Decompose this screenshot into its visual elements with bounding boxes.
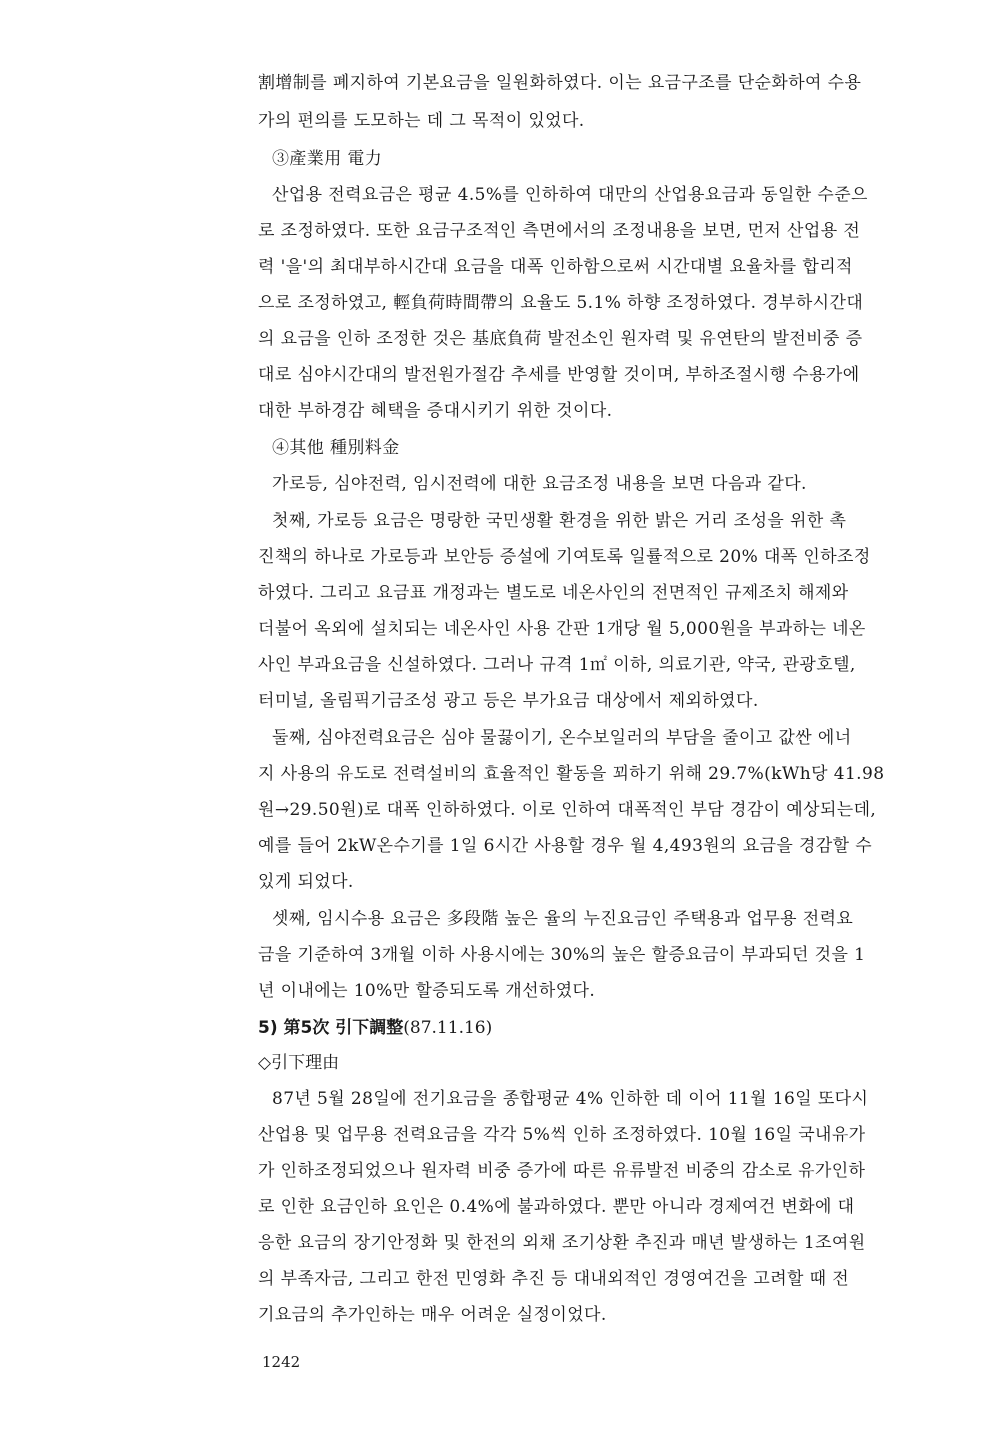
body-line: 산업용 및 업무용 전력요금을 각각 5%씩 인하 조정하였다. 10월 16일 국내유가 [258, 1125, 866, 1145]
body-line: 대로 심야시간대의 발전원가절감 추세를 반영할 것이며, 부하조절시행 수용가에 [258, 365, 860, 385]
body-line: 예를 들어 2kW온수기를 1일 6시간 사용할 경우 월 4,493원의 요금을 경감할 수 [258, 836, 873, 856]
body-line: 원→29.50원)로 대폭 인하하였다. 이로 인하여 대폭적인 부담 경감이 예상되는데, [258, 800, 877, 820]
body-line: 력 '을'의 최대부하시간대 요금을 대폭 인하함으로써 시간대별 요율차를 합리적 [258, 257, 853, 277]
body-line: 가 인하조정되었으나 원자력 비중 증가에 따른 유류발전 비중의 감소로 유가인하 [258, 1161, 866, 1181]
body-line: 로 조정하였다. 또한 요금구조적인 측면에서의 조정내용을 보면, 먼저 산업용 전 [258, 221, 861, 241]
body-line: 셋째, 임시수용 요금은 多段階 높은 율의 누진요금인 주택용과 업무용 전력요 [272, 909, 854, 929]
body-line: 割增制를 폐지하여 기본요금을 일원화하였다. 이는 요금구조를 단순화하여 수용 [258, 73, 862, 93]
body-line: 둘째, 심야전력요금은 심야 물끓이기, 온수보일러의 부담을 줄이고 값싼 에너 [272, 728, 852, 748]
body-line: 의 요금을 인하 조정한 것은 基底負荷 발전소인 원자력 및 유연탄의 발전비중 증 [258, 329, 863, 349]
subsection-heading-industrial-power: ③產業用 電力 [272, 149, 383, 169]
page-number: 1242 [262, 1353, 301, 1371]
body-line: 첫째, 가로등 요금은 명랑한 국민생활 환경을 위한 밝은 거리 조성을 위한 촉 [272, 511, 847, 531]
body-line: 가의 편의를 도모하는 데 그 목적이 있었다. [258, 111, 585, 131]
body-line: 산업용 전력요금은 평균 4.5%를 인하하여 대만의 산업용요금과 동일한 수준으 [272, 185, 868, 205]
body-line: 의 부족자금, 그리고 한전 민영화 추진 등 대내외적인 경영여건을 고려할 때 전 [258, 1269, 850, 1289]
body-line: 기요금의 추가인하는 매우 어려운 실정이었다. [258, 1305, 607, 1325]
body-line: 으로 조정하였고, 輕負荷時間帶의 요율도 5.1% 하향 조정하였다. 경부하시간대 [258, 293, 864, 313]
subsection-heading-other-rates: ④其他 種別料金 [272, 438, 400, 458]
body-line: 더불어 옥외에 설치되는 네온사인 사용 간판 1개당 월 5,000원을 부과하는 네온 [258, 619, 866, 639]
body-line: 하였다. 그리고 요금표 개정과는 별도로 네온사인의 전면적인 규제조치 해제와 [258, 583, 849, 603]
section-heading-title: 5) 第5次 引下調整 [258, 1018, 404, 1038]
subheading-reason: ◇引下理由 [258, 1053, 340, 1073]
section-heading [258, 1017, 492, 1039]
body-line: 사인 부과요금을 신설하였다. 그러나 규격 1㎡ 이하, 의료기관, 약국, 관광호텔, [258, 655, 856, 675]
section-heading-date: (87.11.16) [403, 1018, 493, 1038]
body-line: 가로등, 심야전력, 임시전력에 대한 요금조정 내용을 보면 다음과 같다. [272, 474, 807, 494]
body-line: 금을 기준하여 3개월 이하 사용시에는 30%의 높은 할증요금이 부과되던 것을 1 [258, 945, 866, 965]
body-line: 대한 부하경감 혜택을 증대시키기 위한 것이다. [258, 401, 613, 421]
body-line: 터미널, 올림픽기금조성 광고 등은 부가요금 대상에서 제외하였다. [258, 691, 759, 711]
body-line: 로 인한 요금인하 요인은 0.4%에 불과하였다. 뿐만 아니라 경제여건 변화에 대 [258, 1197, 855, 1217]
body-line: 87년 5월 28일에 전기요금을 종합평균 4% 인하한 데 이어 11월 16일 또다시 [272, 1089, 869, 1109]
body-line: 년 이내에는 10%만 할증되도록 개선하였다. [258, 981, 596, 1001]
body-line: 지 사용의 유도로 전력설비의 효율적인 활동을 꾀하기 위해 29.7%(kWh당 41.98 [258, 764, 885, 784]
body-line: 응한 요금의 장기안정화 및 한전의 외채 조기상환 추진과 매년 발생하는 1조여원 [258, 1233, 866, 1253]
body-line: 진책의 하나로 가로등과 보안등 증설에 기여토록 일률적으로 20% 대폭 인하조정 [258, 547, 871, 567]
body-line: 있게 되었다. [258, 872, 354, 892]
